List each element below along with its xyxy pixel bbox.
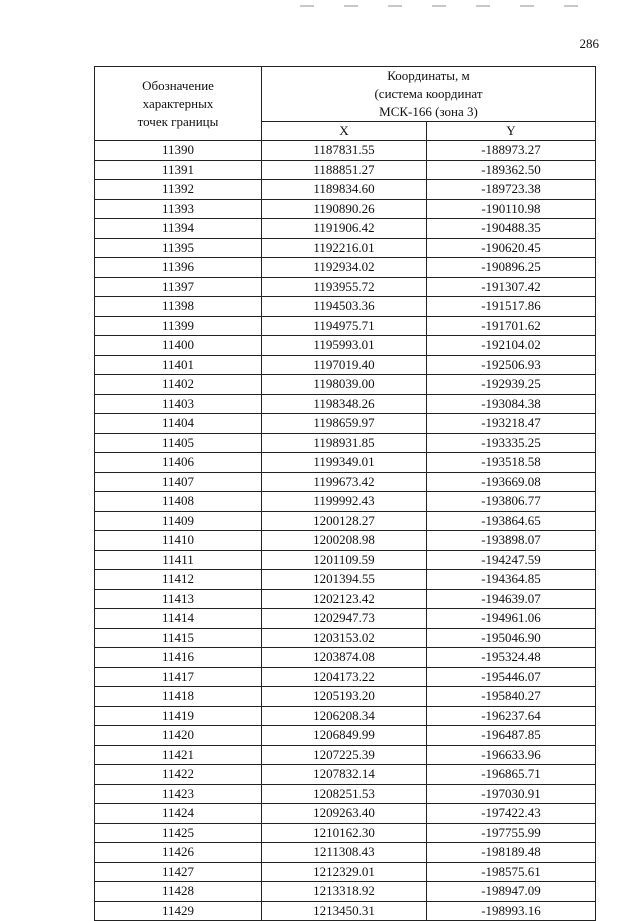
- table-row: [95, 277, 596, 297]
- point-id-cell: 11409: [95, 511, 262, 531]
- table-row: [95, 765, 596, 785]
- table-row: [95, 843, 596, 863]
- x-coordinate-cell: 1187831.55: [262, 141, 427, 161]
- point-id-cell: 11408: [95, 492, 262, 512]
- header-line: Координаты, м: [387, 68, 470, 83]
- x-coordinate-cell: 1209263.40: [262, 804, 427, 824]
- table-row: [95, 570, 596, 590]
- x-coordinate-cell: 1202123.42: [262, 589, 427, 609]
- x-coordinate-cell: 1207832.14: [262, 765, 427, 785]
- x-coordinate-cell: 1198931.85: [262, 433, 427, 453]
- x-coordinate-cell: 1192216.01: [262, 238, 427, 258]
- header-line: Обозначение: [142, 77, 214, 93]
- table-body: [95, 141, 596, 921]
- x-coordinate-cell: 1208251.53: [262, 784, 427, 804]
- point-id-cell: 11396: [95, 258, 262, 278]
- x-coordinate-cell: 1202947.73: [262, 609, 427, 629]
- table-row: [95, 375, 596, 395]
- x-coordinate-cell: 1188851.27: [262, 160, 427, 180]
- table-row: [95, 258, 596, 278]
- x-coordinate-cell: 1192934.02: [262, 258, 427, 278]
- y-coordinate-cell: -194247.59: [427, 550, 596, 570]
- y-coordinate-cell: -197755.99: [427, 823, 596, 843]
- y-coordinate-cell: -197030.91: [427, 784, 596, 804]
- coordinates-header: [262, 67, 596, 122]
- header-line: точек границы: [137, 113, 219, 129]
- y-coordinate-cell: -192506.93: [427, 355, 596, 375]
- point-designation-header: [95, 67, 262, 141]
- y-coordinate-cell: -198189.48: [427, 843, 596, 863]
- table-row: [95, 862, 596, 882]
- y-coordinate-cell: -198947.09: [427, 882, 596, 902]
- table-row: [95, 355, 596, 375]
- y-coordinate-cell: -194639.07: [427, 589, 596, 609]
- table-row: [95, 199, 596, 219]
- point-id-cell: 11393: [95, 199, 262, 219]
- y-coordinate-cell: -193335.25: [427, 433, 596, 453]
- y-coordinate-cell: -190620.45: [427, 238, 596, 258]
- point-id-cell: 11421: [95, 745, 262, 765]
- table-row: [95, 219, 596, 239]
- x-coordinate-cell: 1194503.36: [262, 297, 427, 317]
- y-coordinate-cell: -189723.38: [427, 180, 596, 200]
- y-coordinate-cell: -192939.25: [427, 375, 596, 395]
- y-coordinate-cell: -193806.77: [427, 492, 596, 512]
- y-coordinate-cell: -190110.98: [427, 199, 596, 219]
- table-row: [95, 531, 596, 551]
- table-row: [95, 180, 596, 200]
- y-coordinate-cell: -192104.02: [427, 336, 596, 356]
- table-row: [95, 901, 596, 921]
- point-id-cell: 11426: [95, 843, 262, 863]
- point-id-cell: 11395: [95, 238, 262, 258]
- y-coordinate-cell: -190488.35: [427, 219, 596, 239]
- point-id-cell: 11414: [95, 609, 262, 629]
- x-coordinate-cell: 1194975.71: [262, 316, 427, 336]
- x-coordinate-cell: 1203153.02: [262, 628, 427, 648]
- point-id-cell: 11397: [95, 277, 262, 297]
- x-column-header: X: [262, 122, 427, 141]
- y-coordinate-cell: -195446.07: [427, 667, 596, 687]
- point-id-cell: 11418: [95, 687, 262, 707]
- x-coordinate-cell: 1189834.60: [262, 180, 427, 200]
- table-row: [95, 648, 596, 668]
- table-row: [95, 511, 596, 531]
- point-id-cell: 11425: [95, 823, 262, 843]
- x-coordinate-cell: 1203874.08: [262, 648, 427, 668]
- y-coordinate-cell: -198575.61: [427, 862, 596, 882]
- table-row: [95, 492, 596, 512]
- point-id-cell: 11398: [95, 297, 262, 317]
- table-row: [95, 667, 596, 687]
- y-coordinate-cell: -195324.48: [427, 648, 596, 668]
- point-id-cell: 11405: [95, 433, 262, 453]
- table-row: [95, 297, 596, 317]
- point-id-cell: 11429: [95, 901, 262, 921]
- x-coordinate-cell: 1193955.72: [262, 277, 427, 297]
- point-id-cell: 11427: [95, 862, 262, 882]
- y-coordinate-cell: -193669.08: [427, 472, 596, 492]
- header-line: МСК-166 (зона 3): [379, 104, 478, 119]
- point-id-cell: 11410: [95, 531, 262, 551]
- point-id-cell: 11399: [95, 316, 262, 336]
- table-row: [95, 453, 596, 473]
- y-coordinate-cell: -198993.16: [427, 901, 596, 921]
- y-coordinate-cell: -189362.50: [427, 160, 596, 180]
- x-coordinate-cell: 1213318.92: [262, 882, 427, 902]
- x-coordinate-cell: 1199349.01: [262, 453, 427, 473]
- point-id-cell: 11394: [95, 219, 262, 239]
- table-row: [95, 745, 596, 765]
- x-coordinate-cell: 1207225.39: [262, 745, 427, 765]
- y-coordinate-cell: -191701.62: [427, 316, 596, 336]
- x-coordinate-cell: 1201109.59: [262, 550, 427, 570]
- y-coordinate-cell: -197422.43: [427, 804, 596, 824]
- point-id-cell: 11392: [95, 180, 262, 200]
- table-row: [95, 726, 596, 746]
- point-id-cell: 11423: [95, 784, 262, 804]
- table-row: [95, 414, 596, 434]
- table-row: [95, 433, 596, 453]
- point-id-cell: 11407: [95, 472, 262, 492]
- x-coordinate-cell: 1198659.97: [262, 414, 427, 434]
- x-coordinate-cell: 1211308.43: [262, 843, 427, 863]
- point-id-cell: 11390: [95, 141, 262, 161]
- x-coordinate-cell: 1190890.26: [262, 199, 427, 219]
- y-coordinate-cell: -191307.42: [427, 277, 596, 297]
- y-coordinate-cell: -193898.07: [427, 531, 596, 551]
- point-id-cell: 11412: [95, 570, 262, 590]
- table-row: [95, 141, 596, 161]
- point-id-cell: 11411: [95, 550, 262, 570]
- table-row: [95, 589, 596, 609]
- table-row: [95, 160, 596, 180]
- point-id-cell: 11413: [95, 589, 262, 609]
- table-row: [95, 706, 596, 726]
- x-coordinate-cell: 1213450.31: [262, 901, 427, 921]
- x-coordinate-cell: 1204173.22: [262, 667, 427, 687]
- point-id-cell: 11404: [95, 414, 262, 434]
- point-id-cell: 11402: [95, 375, 262, 395]
- x-coordinate-cell: 1206849.99: [262, 726, 427, 746]
- point-id-cell: 11416: [95, 648, 262, 668]
- x-coordinate-cell: 1201394.55: [262, 570, 427, 590]
- x-coordinate-cell: 1200128.27: [262, 511, 427, 531]
- point-id-cell: 11424: [95, 804, 262, 824]
- table-row: [95, 628, 596, 648]
- y-coordinate-cell: -193084.38: [427, 394, 596, 414]
- y-coordinate-cell: -194961.06: [427, 609, 596, 629]
- y-coordinate-cell: -196865.71: [427, 765, 596, 785]
- table-row: [95, 609, 596, 629]
- x-coordinate-cell: 1212329.01: [262, 862, 427, 882]
- x-coordinate-cell: 1200208.98: [262, 531, 427, 551]
- header-line: характерных: [142, 95, 214, 111]
- scan-artifact-marks: [300, 5, 600, 7]
- table-row: [95, 316, 596, 336]
- point-id-cell: 11422: [95, 765, 262, 785]
- x-coordinate-cell: 1206208.34: [262, 706, 427, 726]
- point-id-cell: 11401: [95, 355, 262, 375]
- table-row: [95, 394, 596, 414]
- y-coordinate-cell: -193518.58: [427, 453, 596, 473]
- table-row: [95, 336, 596, 356]
- y-coordinate-cell: -193218.47: [427, 414, 596, 434]
- point-id-cell: 11419: [95, 706, 262, 726]
- table-row: [95, 804, 596, 824]
- point-id-cell: 11391: [95, 160, 262, 180]
- header-line: (система координат: [374, 86, 483, 101]
- y-coordinate-cell: -194364.85: [427, 570, 596, 590]
- table-row: [95, 823, 596, 843]
- x-coordinate-cell: 1205193.20: [262, 687, 427, 707]
- y-coordinate-cell: -196237.64: [427, 706, 596, 726]
- x-coordinate-cell: 1199992.43: [262, 492, 427, 512]
- y-coordinate-cell: -190896.25: [427, 258, 596, 278]
- x-coordinate-cell: 1210162.30: [262, 823, 427, 843]
- table-header: [95, 67, 596, 141]
- y-coordinate-cell: -188973.27: [427, 141, 596, 161]
- table-row: [95, 687, 596, 707]
- x-coordinate-cell: 1199673.42: [262, 472, 427, 492]
- table-row: [95, 550, 596, 570]
- table-row: [95, 784, 596, 804]
- x-coordinate-cell: 1198348.26: [262, 394, 427, 414]
- table-row: [95, 472, 596, 492]
- y-coordinate-cell: -191517.86: [427, 297, 596, 317]
- point-id-cell: 11415: [95, 628, 262, 648]
- x-coordinate-cell: 1191906.42: [262, 219, 427, 239]
- y-coordinate-cell: -196633.96: [427, 745, 596, 765]
- y-coordinate-cell: -193864.65: [427, 511, 596, 531]
- point-id-cell: 11403: [95, 394, 262, 414]
- table-row: [95, 238, 596, 258]
- point-id-cell: 11417: [95, 667, 262, 687]
- x-coordinate-cell: 1198039.00: [262, 375, 427, 395]
- point-id-cell: 11406: [95, 453, 262, 473]
- coordinates-table: [94, 66, 596, 921]
- y-coordinate-cell: -195046.90: [427, 628, 596, 648]
- y-column-header: Y: [427, 122, 596, 141]
- y-coordinate-cell: -195840.27: [427, 687, 596, 707]
- point-id-cell: 11420: [95, 726, 262, 746]
- point-id-cell: 11400: [95, 336, 262, 356]
- point-id-cell: 11428: [95, 882, 262, 902]
- page-number: 286: [579, 36, 599, 51]
- y-coordinate-cell: -196487.85: [427, 726, 596, 746]
- x-coordinate-cell: 1197019.40: [262, 355, 427, 375]
- table-row: [95, 882, 596, 902]
- x-coordinate-cell: 1195993.01: [262, 336, 427, 356]
